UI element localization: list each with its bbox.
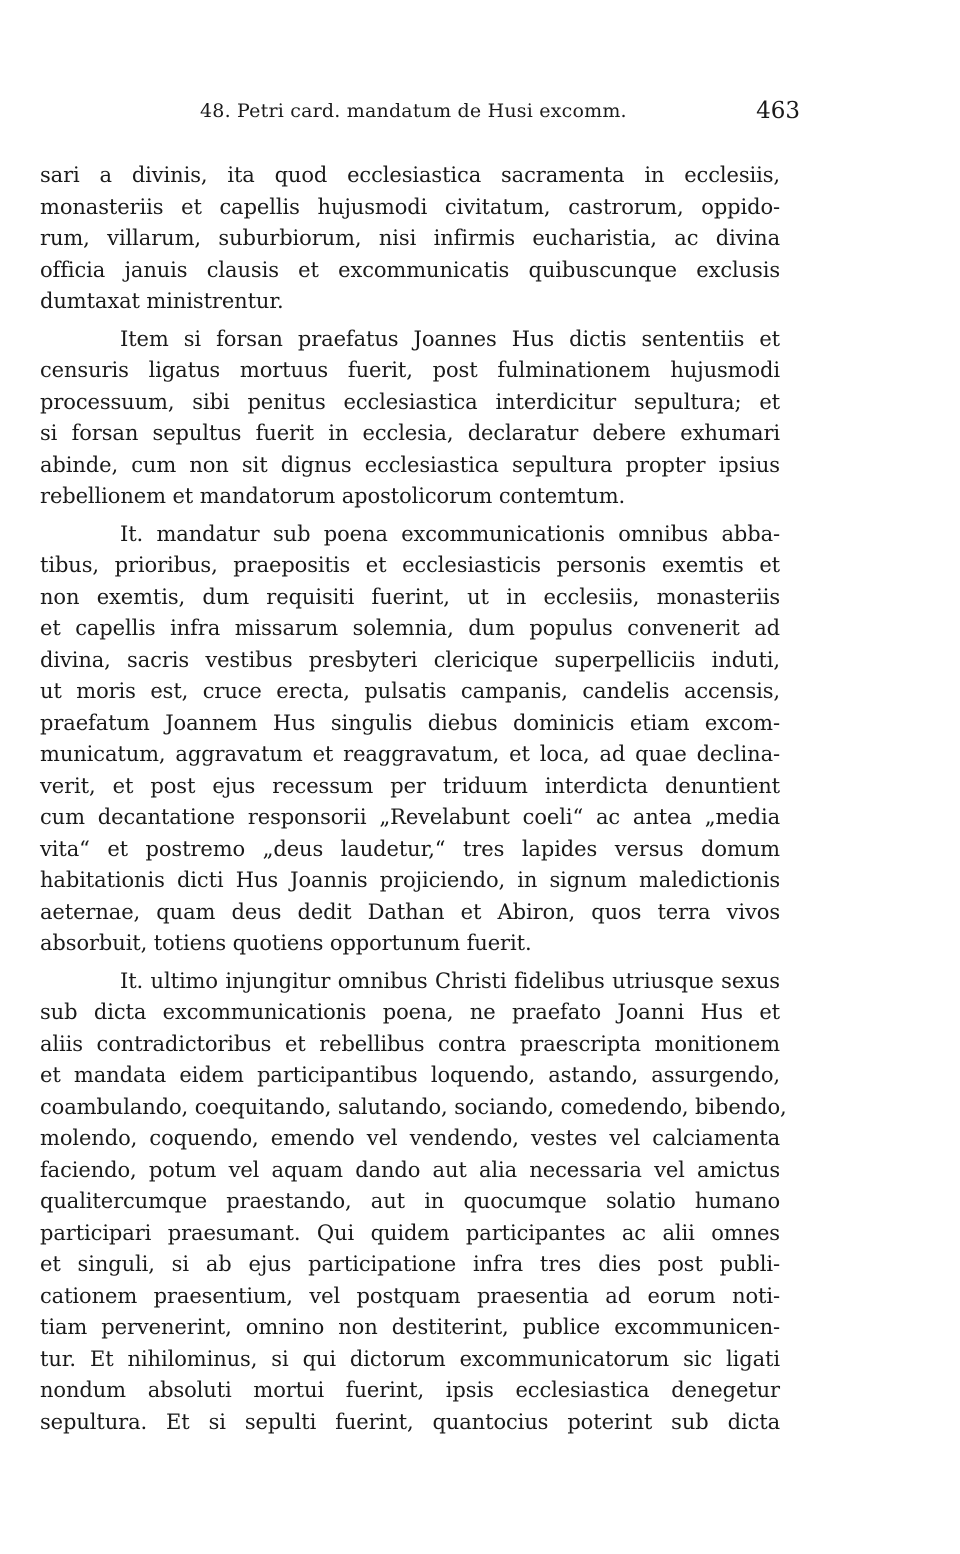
text-line: cum decantatione responsorii „Revelabunt coeli“ ac antea „media [40,805,780,829]
paragraph [40,160,780,318]
text-line: praefatum Joannem Hus singulis diebus dominicis etiam excom- [40,710,780,735]
body-text [40,160,787,1444]
text-line: qualitercumque praestando, aut in quocumque solatio humano [40,1189,780,1213]
text-line: It. ultimo injungitur omnibus Christi fidelibus utriusque sexus [120,968,780,993]
paragraph [40,519,780,960]
page-number: 463 [756,98,800,124]
text-line: aliis contradictoribus et rebellibus contra praescripta monitionem [40,1031,780,1056]
text-line: monasteriis et capellis hujusmodi civitatum, castrorum, oppido- [40,194,780,219]
text-line: sepultura. Et si sepulti fuerint, quantocius poterint sub dicta [40,1409,780,1434]
text-line: verit, et post ejus recessum per triduum interdicta denuntient [40,773,780,798]
text-line: et capellis infra missarum solemnia, dum populus convenerit ad [40,616,780,640]
text-line: molendo, coquendo, emendo vel vendendo, vestes vel calciamenta [40,1126,780,1150]
text-line: absorbuit, totiens quotiens opportunum fuerit. [40,931,532,955]
text-line: sari a divinis, ita quod ecclesiastica sacramenta in ecclesiis, [40,163,780,187]
text-line: sub dicta excommunicationis poena, ne praefato Joanni Hus et [40,1000,780,1024]
text-line: et mandata eidem participantibus loquendo, astando, assurgendo, [40,1063,780,1087]
text-line: aeternae, quam deus dedit Dathan et Abiron, quos terra vivos [40,899,780,924]
text-line: processuum, sibi penitus ecclesiastica interdicitur sepultura; et [40,389,780,414]
text-line: dumtaxat ministrentur. [40,289,284,313]
text-line: municatum, aggravatum et reaggravatum, et loca, ad quae declina- [40,742,780,766]
text-line: cationem praesentium, vel postquam praesentia ad eorum noti- [40,1283,780,1308]
paragraph [40,966,787,1439]
text-line: censuris ligatus mortuus fuerit, post fulminationem hujusmodi [40,358,780,382]
text-line: divina, sacris vestibus presbyteri clericique superpelliciis induti, [40,647,780,672]
text-line: rum, villarum, suburbiorum, nisi infirmis eucharistia, ac divina [40,226,780,250]
text-line: nondum absoluti mortui fuerint, ipsis ecclesiastica denegetur [40,1378,780,1402]
text-line: coambulando, coequitando, salutando, sociando, comedendo, bibendo, [40,1094,787,1119]
running-head: 48. Petri card. mandatum de Husi excomm. [200,100,627,122]
text-line: tibus, prioribus, praepositis et ecclesiasticis personis exemtis et [40,553,780,577]
text-line: faciendo, potum vel aquam dando aut alia necessaria vel amictus [40,1157,780,1182]
paragraph [40,324,780,513]
text-line: It. mandatur sub poena excommunicationis omnibus abba- [120,521,780,546]
text-line: rebellionem et mandatorum apostolicorum contemtum. [40,484,626,508]
text-line: officia januis clausis et excommunicatis quibuscunque exclusis [40,257,780,282]
text-line: tiam pervenerint, omnino non destiterint, publice excommunicen- [40,1315,780,1339]
text-line: vita“ et postremo „deus laudetur,“ tres lapides versus domum [40,836,780,861]
text-line: si forsan sepultus fuerit in ecclesia, declaratur debere exhumari [40,421,780,445]
text-line: et singuli, si ab ejus participatione infra tres dies post publi- [40,1252,780,1276]
text-line: ut moris est, cruce erecta, pulsatis campanis, candelis accensis, [40,679,780,703]
text-line: non exemtis, dum requisiti fuerint, ut in ecclesiis, monasteriis [40,584,780,609]
text-line: Item si forsan praefatus Joannes Hus dictis sententiis et [120,326,780,351]
text-line: habitationis dicti Hus Joannis projiciendo, in signum maledictionis [40,868,780,892]
text-line: participari praesumant. Qui quidem participantes ac alii omnes [40,1220,780,1245]
text-line: abinde, cum non sit dignus ecclesiastica sepultura propter ipsius [40,452,780,477]
text-line: tur. Et nihilominus, si qui dictorum excommunicatorum sic ligati [40,1346,780,1371]
page-header [200,94,800,134]
